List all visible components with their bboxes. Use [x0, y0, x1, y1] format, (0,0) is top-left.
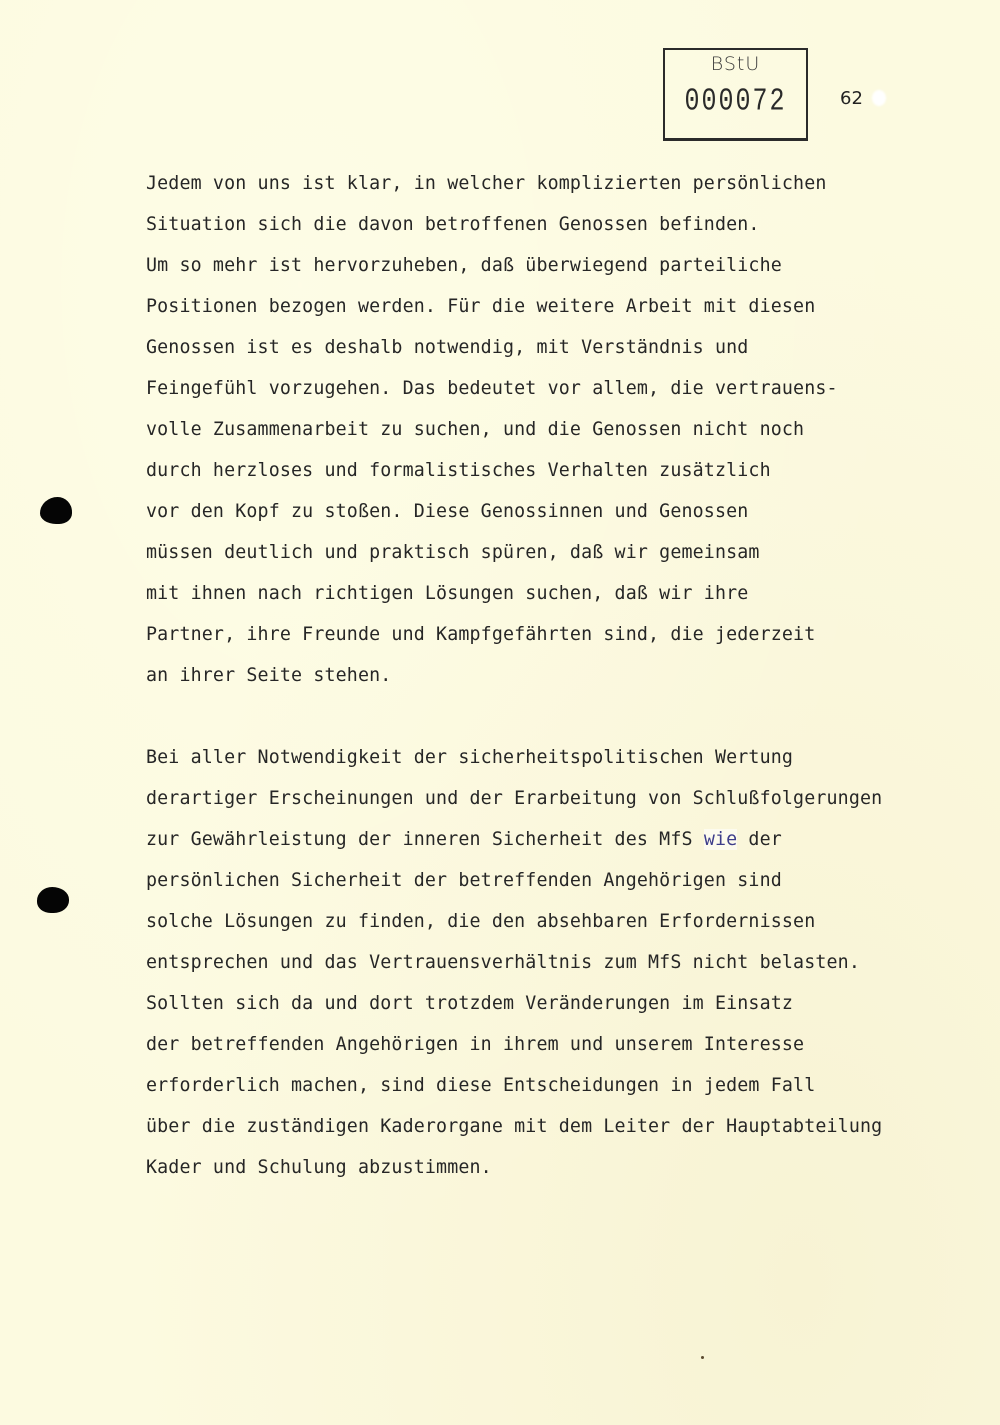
- text-line: der betreffenden Angehörigen in ihrem und unserem Interesse: [146, 1034, 805, 1055]
- text-line: Genossen ist es deshalb notwendig, mit Verständnis und: [146, 337, 749, 358]
- text-line: durch herzloses und formalistisches Verhalten zusätzlich: [146, 460, 771, 481]
- text-segment: zur Gewährleistung der inneren Sicherheit des MfS: [146, 829, 704, 850]
- paragraph-gap: [146, 703, 966, 744]
- corrected-word: wie: [703, 829, 738, 850]
- text-line: Sollten sich da und dort trotzdem Veränderungen im Einsatz: [146, 993, 794, 1014]
- text-segment: der: [737, 829, 782, 850]
- text-line-with-correction: [146, 826, 966, 867]
- archive-stamp: [663, 48, 808, 141]
- text-line: Partner, ihre Freunde und Kampfgefährten sind, die jederzeit: [146, 624, 816, 645]
- text-line: Jedem von uns ist klar, in welcher komplizierten persönlichen: [146, 173, 827, 194]
- page-number: 62: [840, 88, 863, 109]
- stamp-title: BStU: [710, 53, 761, 75]
- text-line: erforderlich machen, sind diese Entscheidungen in jedem Fall: [146, 1075, 816, 1096]
- text-line: Bei aller Notwendigkeit der sicherheitspolitischen Wertung: [146, 747, 794, 768]
- text-line: Kader und Schulung abzustimmen.: [146, 1157, 492, 1178]
- text-line: derartiger Erscheinungen und der Erarbeitung von Schlußfolgerungen: [146, 788, 883, 809]
- text-line: mit ihnen nach richtigen Lösungen suchen, daß wir ihre: [146, 583, 749, 604]
- text-line: entsprechen und das Vertrauensverhältnis zum MfS nicht belasten.: [146, 952, 860, 973]
- text-line: solche Lösungen zu finden, die den absehbaren Erfordernissen: [146, 911, 816, 932]
- paper-speck: [701, 1356, 704, 1359]
- punch-hole-bottom: [37, 887, 69, 913]
- correction-blot: [872, 90, 886, 106]
- text-line: Feingefühl vorzugehen. Das bedeutet vor allem, die vertrauens-: [146, 378, 838, 399]
- text-line: persönlichen Sicherheit der betreffenden Angehörigen sind: [146, 870, 782, 891]
- text-line: Um so mehr ist hervorzuheben, daß überwiegend parteiliche: [146, 255, 782, 276]
- text-line: Situation sich die davon betroffenen Genossen befinden.: [146, 214, 760, 235]
- text-line: müssen deutlich und praktisch spüren, daß wir gemeinsam: [146, 542, 760, 563]
- punch-hole-top: [40, 497, 72, 524]
- text-line: Positionen bezogen werden. Für die weitere Arbeit mit diesen: [146, 296, 816, 317]
- text-line: an ihrer Seite stehen.: [146, 665, 392, 686]
- text-line: volle Zusammenarbeit zu suchen, und die Genossen nicht noch: [146, 419, 805, 440]
- stamp-number: 000072: [684, 83, 787, 120]
- body-text: [146, 170, 966, 1195]
- text-line: vor den Kopf zu stoßen. Diese Genossinnen und Genossen: [146, 501, 749, 522]
- text-line: über die zuständigen Kaderorgane mit dem Leiter der Hauptabteilung: [146, 1116, 883, 1137]
